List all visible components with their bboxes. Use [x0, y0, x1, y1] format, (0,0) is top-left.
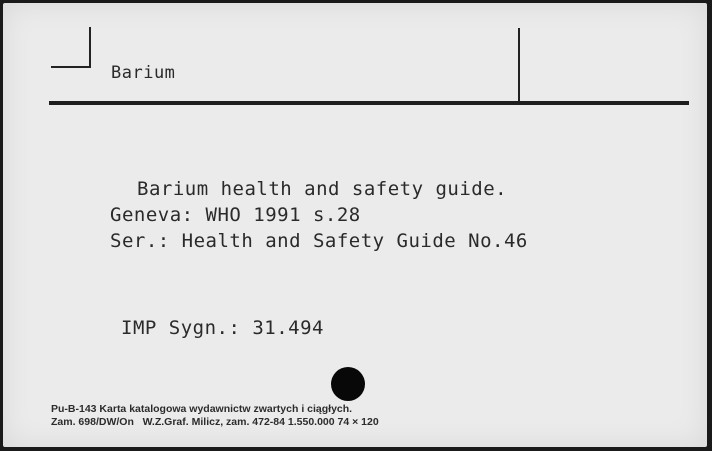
punch-hole	[331, 367, 365, 401]
call-number: IMP Sygn.: 31.494	[121, 317, 324, 339]
header-divider-vertical	[518, 28, 520, 101]
corner-mark-vertical	[89, 27, 91, 67]
entry-series-line: Ser.: Health and Safety Guide No.46	[110, 230, 528, 252]
footer-line-2: Zam. 698/DW/On W.Z.Graf. Milicz, zam. 472-84 1.550.000 74 × 120	[51, 416, 379, 428]
footer-line-1: Pu-B-143 Karta katalogowa wydawnictw zwartych i ciągłych.	[51, 403, 353, 415]
catalog-card	[3, 3, 707, 447]
corner-mark-horizontal	[51, 66, 91, 68]
card-heading: Barium	[111, 63, 176, 83]
header-rule	[49, 101, 689, 105]
entry-title-line: Barium health and safety guide.	[137, 178, 508, 200]
entry-imprint-line: Geneva: WHO 1991 s.28	[110, 204, 361, 226]
